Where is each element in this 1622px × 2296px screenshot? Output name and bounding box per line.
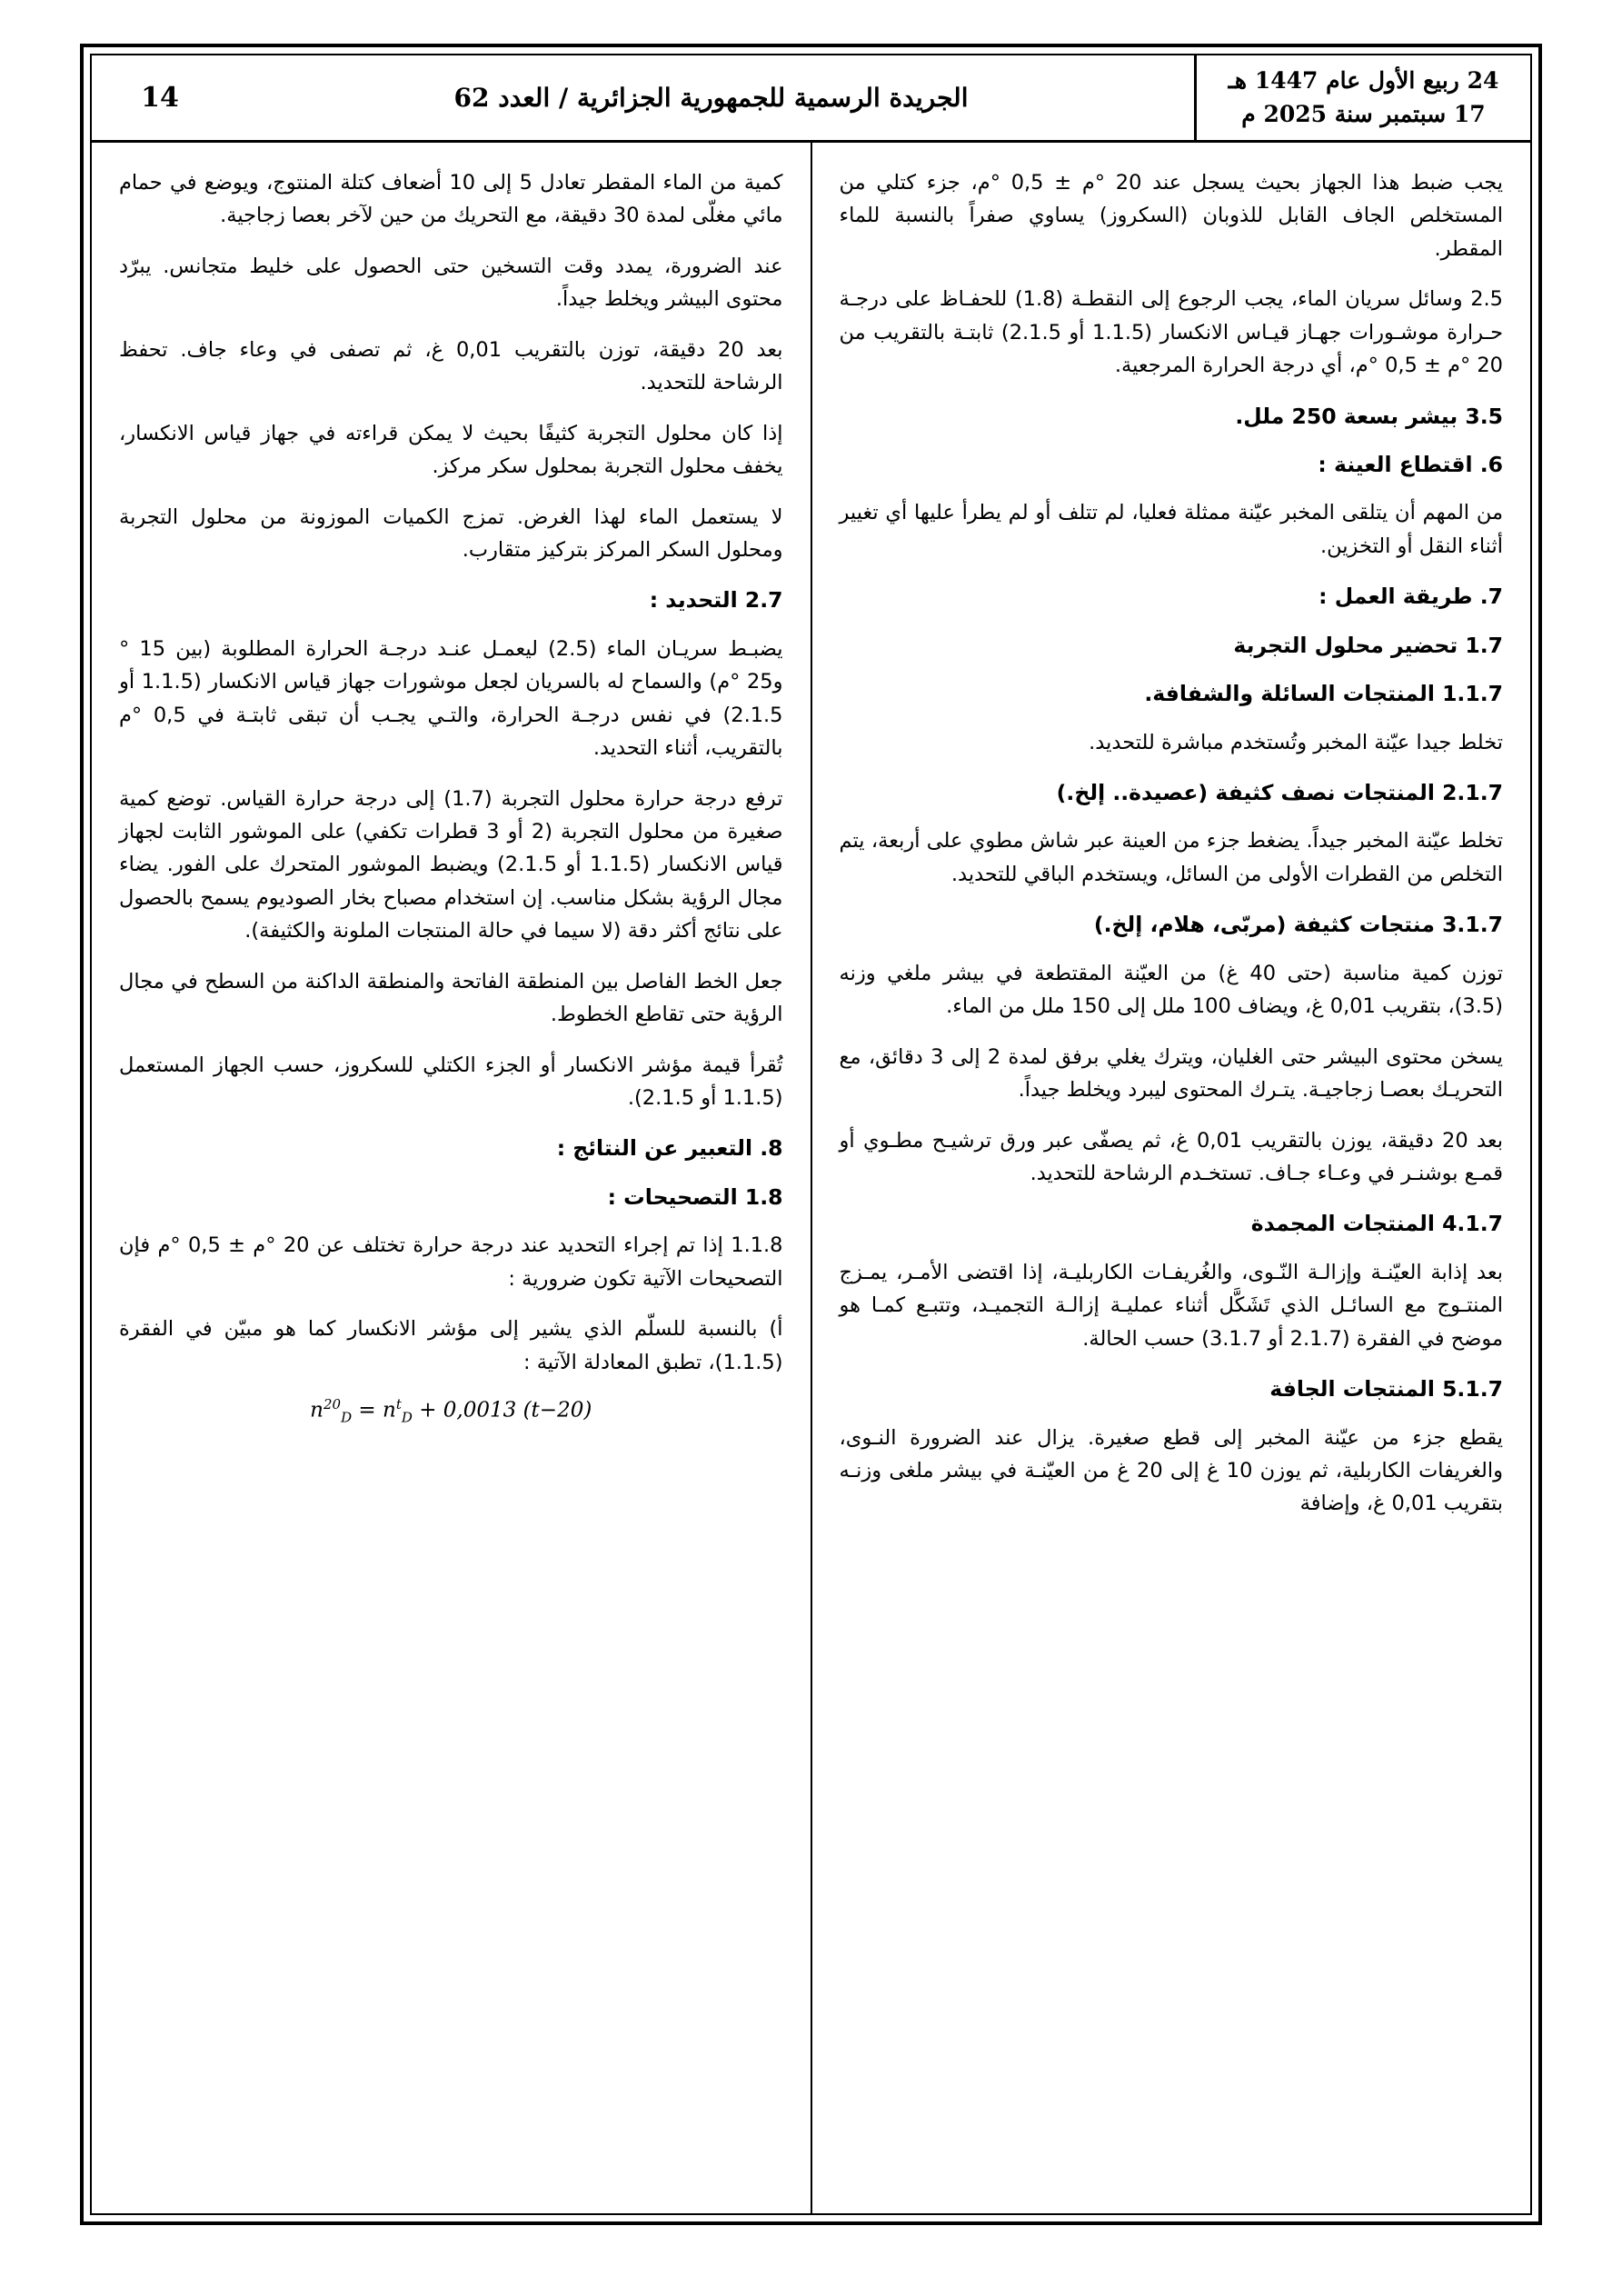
paragraph: يقطع جزء من عيّنة المخبر إلى قطع صغيرة. يزال عند الضرورة النـوى، والغريفات الكاربلية، ثم يوزن 10 غ إلى 20 غ من العيّنـة في بيشر ملغى وزنـه بتقريب 0,01 غ، وإضافة (839, 1425, 1504, 1516)
header-journal-title: الجريدة الرسمية للجمهورية الجزائرية / العدد 62 (453, 83, 969, 113)
page-body (92, 143, 1530, 2213)
paragraph: ترفع درجة حرارة محلول التجربة (1.7) إلى درجة حرارة القياس. توضع كمية صغيرة من محلول التجربة (2 أو 3 قطرات تكفي) على الموشور الثابت لجهاز قياس الانكسار (1.1.5 أو 2.1.5) ويضبط الموشور المتحرك على الفور. يضاء مجال الرؤية بشكل مناسب. إن استخدام مصباح بخار الصوديوم يسمح بالحصول على نتائج أكثر دقة (لا سيما في حالة المنتجات الملونة والكثيفة). (119, 786, 783, 943)
paragraph: تخلط عيّنة المخبر جيداً. يضغط جزء من العينة عبر شاش مطوي على أربعة، يتم التخلص من القطرات الأولى من السائل، ويستخدم الباقي للتحديد. (839, 829, 1503, 886)
paragraph: تخلط جيدا عيّنة المخبر وتُستخدم مباشرة للتحديد. (1089, 730, 1503, 754)
paragraph: توزن كمية مناسبة (حتى 40 غ) من العيّنة المقتطعة في بيشر ملغي وزنه (3.5)، بتقريب 0,01 غ، ويضاف 100 ملل إلى 150 ملل من الماء. (839, 961, 1503, 1019)
paragraph: أ) بالنسبة للسلّم الذي يشير إلى مؤشر الانكسار كما هو مبيّن في الفقرة (1.1.5)، تطبق المعادلة الآتية : (119, 1317, 783, 1374)
section-heading: 6. اقتطاع العينة : (1318, 452, 1503, 478)
paragraph: إذا كان محلول التجربة كثيفًا بحيث لا يمكن قراءته في جهاز قياس الانكسار، يخفف محلول التجربة بمحلول سكر مركز. (119, 421, 783, 479)
section-heading: 1.1.7 المنتجات السائلة والشفافة. (1144, 681, 1503, 707)
header-date-line-1: 24 ربيع الأول عام 1447 هـ (1228, 67, 1499, 95)
paragraph: بعد 20 دقيقة، يوزن بالتقريب 0,01 غ، ثم يصفّى عبر ورق ترشيـح مطـوي أو قمـع بوشنـر في وعـاء جـاف. تستخـدم الرشاحة للتحديد. (839, 1128, 1503, 1185)
paragraph: جعل الخط الفاصل بين المنطقة الفاتحة والمنطقة الداكنة من السطح في مجال الرؤية حتى تقاطع الخطوط. (119, 969, 783, 1027)
paragraph: 1.1.8 إذا تم إجراء التحديد عند درجة حرارة تختلف عن 20 °م ± 0,5 °م فإن التصحيحات الآتية تكون ضرورية : (119, 1233, 783, 1291)
paragraph: تُقرأ قيمة مؤشر الانكسار أو الجزء الكتلي للسكروز، حسب الجهاز المستعمل (1.1.5 أو 2.1.5). (119, 1053, 783, 1111)
page-border-inner (90, 54, 1532, 2215)
paragraph: يسخن محتوى البيشر حتى الغليان، ويترك يغلي برفق لمدة 2 إلى 3 دقائق، مع التحريـك بعصـا زجاجيـة. يتـرك المحتوى ليبرد ويخلط جيداً. (839, 1044, 1503, 1103)
section-heading: 8. التعبير عن النتائج : (556, 1135, 783, 1162)
paragraph: بعد إذابة العيّنـة وإزالـة النّـوى، والغُريفـات الكاربليـة، إذا اقتضى الأمـر، يمـزج المنتـوج مع السائـل الذي تَشَكَّل أثناء عمليـة إزالـة التجميـد، وتتبـع كمـا هو موضح في الفقرة (2.1.7 أو 3.1.7) حسب الحالة. (839, 1260, 1503, 1351)
section-heading: 7. طريقة العمل : (1318, 584, 1503, 610)
section-heading: 2.7 التحديد : (649, 587, 783, 614)
paragraph: يجب ضبط هذا الجهاز بحيث يسجل عند 20 °م ± 0,5 °م، جزء كتلي من المستخلص الجاف القابل للذوبان (السكروز) يساوي صفراً بالنسبة للماء المقطر. (839, 171, 1503, 261)
paragraph: لا يستعمل الماء لهذا الغرض. تمزج الكميات الموزونة من محلول التجربة ومحلول السكر المركز بتركيز متقارب. (119, 504, 783, 562)
section-heading: 4.1.7 المنتجات المجمدة (1250, 1211, 1503, 1237)
section-heading: 2.1.7 المنتجات نصف كثيفة (عصيدة.. إلخ.) (1056, 780, 1503, 806)
page-header (92, 55, 1530, 143)
section-heading: 1.8 التصحيحات : (607, 1183, 783, 1210)
column-left (92, 143, 811, 2213)
paragraph: يضبـط سريـان الماء (2.5) ليعمـل عنـد درجـة الحرارة المطلوبة (بين 15 ° و25 °م) والسماح له بالسريان لجعل موشورات جهاز قياس الانكسار (1.1.5 أو 2.1.5) في نفس درجـة الحرارة، والتـي يجـب أن تبقى ثابتـة في 0,5 °م بالتقريب، أثناء التحديد. (119, 636, 783, 761)
section-heading: 5.1.7 المنتجات الجافة (1269, 1376, 1503, 1403)
header-page-number: 14 (141, 82, 179, 114)
paragraph: عند الضرورة، يمدد وقت التسخين حتى الحصول على خليط متجانس. يبرّد محتوى البيشر ويخلط جيداً. (119, 254, 783, 312)
section-heading: 3.5 بيشر بسعة 250 ملل. (1235, 403, 1503, 429)
paragraph: كمية من الماء المقطر تعادل 5 إلى 10 أضعاف كتلة المنتوج، ويوضع في حمام مائي مغلّى لمدة 30 دقيقة، مع التحريك من حين لآخر بعصا زجاجية. (119, 171, 783, 228)
header-hijri-date (1194, 55, 1530, 140)
refraction-formula: $n^{20}_D = n^t_D + 0,0013$ (t−20) (310, 1396, 592, 1426)
page-border-outer (80, 44, 1542, 2225)
paragraph: 2.5 وسائل سريان الماء، يجب الرجوع إلى النقطـة (1.8) للحفـاظ على درجـة حـرارة موشـورات جهـاز قيـاس الانكسار (1.1.5 أو 2.1.5) ثابتـة بالتقريب من 20 °م ± 0,5 °م، أي درجة الحرارة المرجعية. (839, 287, 1504, 378)
paragraph: بعد 20 دقيقة، توزن بالتقريب 0,01 غ، ثم تصفى في وعاء جاف. تحفظ الرشاحة للتحديد. (119, 337, 783, 395)
column-right (811, 143, 1531, 2213)
section-heading: 3.1.7 منتجات كثيفة (مربّى، هلام، إلخ.) (1093, 912, 1503, 938)
section-heading: 1.7 تحضير محلول التجربة (1233, 632, 1503, 658)
paragraph: من المهم أن يتلقى المخبر عيّنة ممثلة فعليا، لم تتلف أو لم يطرأ عليها أي تغيير أثناء النقل أو التخزين. (839, 501, 1503, 558)
header-date-line-2: 17 سبتمبر سنة 2025 م (1241, 100, 1486, 127)
